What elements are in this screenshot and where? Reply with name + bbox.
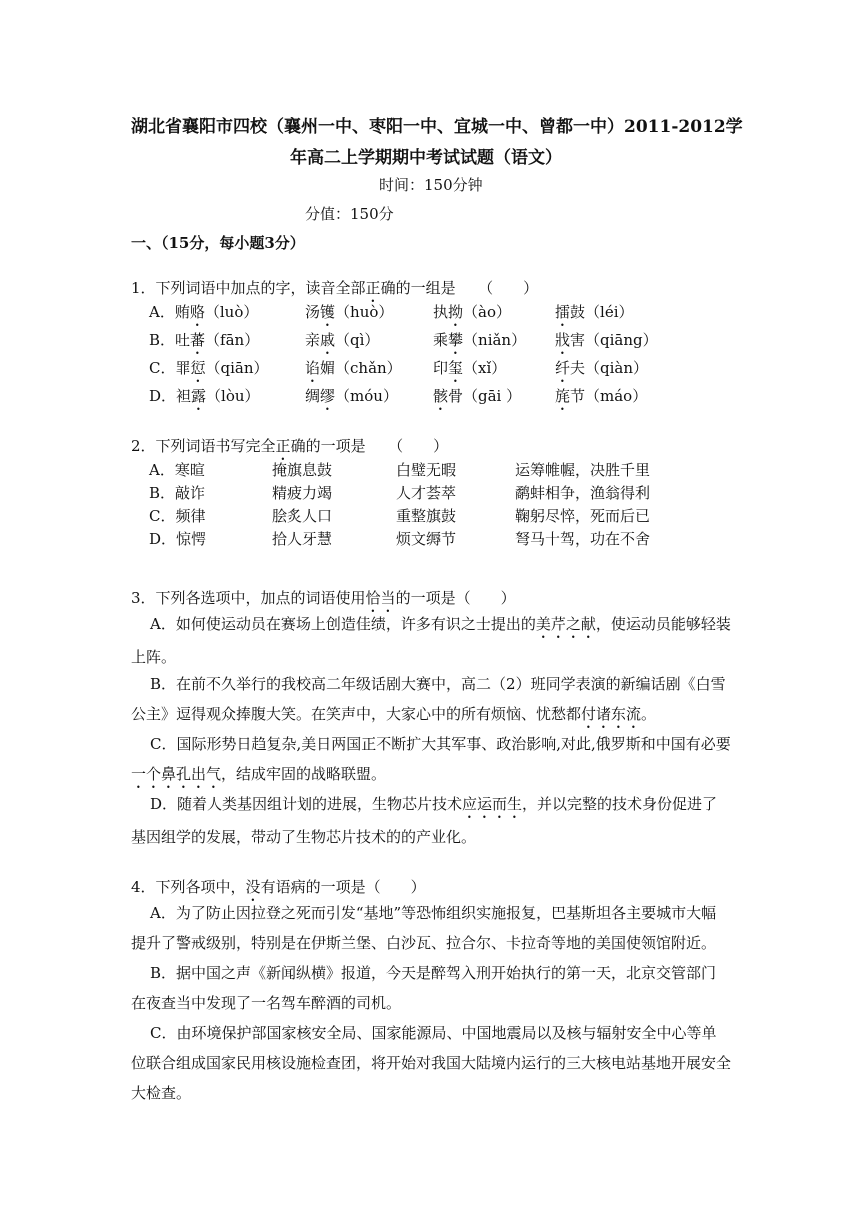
- q1-option-item: [305, 301, 393, 330]
- emphasized-char: 戕: [555, 331, 571, 349]
- emphasized-char: 正: [275, 437, 291, 455]
- option-text: （fān）: [205, 331, 260, 349]
- q1-option-item: [555, 357, 648, 386]
- question-3-option-a: [131, 609, 731, 672]
- option-text: （móu）: [335, 387, 398, 405]
- title-line-2: 年高二上学期期中考试试题（语文）: [290, 148, 562, 168]
- exam-score: 分值：150分: [305, 205, 394, 223]
- option-text: （lòu）: [206, 387, 260, 405]
- option-text: 夫（qiàn）: [570, 359, 649, 377]
- q1-option-item: [305, 385, 398, 414]
- emphasized-char: 愆: [190, 359, 206, 377]
- option-text: C．罪: [149, 359, 191, 377]
- option-text: A．贿: [149, 303, 190, 321]
- q2-option-item: 人才荟萃: [396, 484, 457, 502]
- q1-option-item: [433, 329, 526, 358]
- emphasized-word: 一个鼻孔出气: [131, 765, 222, 783]
- q2-option-item: 脍炙人口: [272, 507, 333, 525]
- q2-option-item: 鹬蚌相争，渔翁得利: [515, 484, 651, 502]
- option-text: （niǎn）: [463, 331, 527, 349]
- q2-option-item: 重整旗鼓: [396, 507, 457, 525]
- q1-option-item: [149, 385, 260, 414]
- question-3-option-b: [131, 669, 731, 732]
- stem-text: 1．下列词语中加点的字，读音全部: [131, 279, 366, 297]
- emphasized-char: 正: [365, 279, 381, 297]
- option-text: （ào）: [463, 303, 512, 321]
- option-text: ，结成牢固的战略联盟。: [221, 765, 387, 783]
- q2-option-item: C．频律: [149, 507, 206, 525]
- stem-text: 的一项是（ ）: [395, 589, 516, 607]
- option-text: （huò）: [335, 303, 394, 321]
- q2-option-item: 白璧无暇: [396, 461, 457, 479]
- emphasized-char: 蕃: [190, 331, 206, 349]
- q2-option-item: 运筹帷幄，决胜千里: [515, 461, 651, 479]
- option-text: 汤: [305, 303, 321, 321]
- emphasized-word: 美芹之献: [535, 615, 596, 633]
- emphasized-char: 玺: [448, 359, 464, 377]
- option-text: （qì）: [335, 331, 380, 349]
- stem-text: 确的一组是 （ ）: [380, 279, 539, 297]
- question-3-option-d: [131, 789, 731, 852]
- emphasized-char: 赂: [189, 303, 205, 321]
- stem-text: 2．下列词语书写完全: [131, 437, 276, 455]
- emphasized-char: 攀: [448, 331, 464, 349]
- title-line-1: 湖北省襄阳市四校（襄州一中、枣阳一中、宜城一中、曾都一中）2011-2012学: [131, 117, 743, 137]
- option-text: B．吐: [149, 331, 191, 349]
- q1-option-item: [305, 357, 402, 386]
- option-text: 媚（chǎn）: [320, 359, 402, 377]
- q2-option-item: 拾人牙慧: [272, 530, 333, 548]
- q1-option-item: [149, 301, 258, 330]
- emphasized-word: 付诸东流: [581, 705, 642, 723]
- emphasized-char: 旄: [555, 387, 571, 405]
- q2-option-item: 烦文缛节: [396, 530, 457, 548]
- emphasized-char: 谄: [305, 359, 321, 377]
- stem-text: 4．下列各项中，: [131, 878, 246, 896]
- q2-option-item: 掩旗息鼓: [272, 461, 333, 479]
- emphasized-char: 擂: [555, 303, 571, 321]
- option-text: 害（qiāng）: [570, 331, 658, 349]
- q1-option-item: [555, 301, 634, 330]
- q2-option-item: A．寒暄: [149, 461, 205, 479]
- q2-option-item: 精疲力竭: [272, 484, 333, 502]
- option-text: ，并以完整的技术身份促进了基因组学的发展，带动了生物芯片技术的的产业化。: [131, 795, 718, 846]
- emphasized-char: 镬: [320, 303, 336, 321]
- emphasized-word: 应运而生: [462, 795, 523, 813]
- option-text: 执: [433, 303, 449, 321]
- option-text: 绸: [305, 387, 321, 405]
- question-4-option-a: A．为了防止因拉登之死而引发“基地”等恐怖组织实施报复，巴基斯坦各主要城市大幅提升了警戒级别，特别是在伊斯兰堡、白沙瓦、拉合尔、卡拉奇等地的美国使领馆附近。: [131, 904, 717, 952]
- option-text: （luò）: [204, 303, 259, 321]
- emphasized-char: 没: [245, 878, 261, 896]
- emphasized-word: 恰当: [365, 589, 396, 607]
- option-text: （xǐ）: [463, 359, 507, 377]
- option-text: 印: [433, 359, 449, 377]
- q1-option-item: [555, 329, 658, 358]
- option-text: D．随着人类基因组计划的进展，生物芯片技术: [150, 795, 463, 813]
- option-text: （qiān）: [205, 359, 269, 377]
- option-text: 。: [641, 705, 657, 723]
- exam-time: 时间：150分钟: [379, 176, 483, 194]
- option-text: 亲: [305, 331, 321, 349]
- q1-option-item: [433, 357, 506, 386]
- emphasized-char: 纤: [555, 359, 571, 377]
- q2-option-item: 鞠躬尽悴，死而后已: [515, 507, 651, 525]
- question-4-option-c: C．由环境保护部国家核安全局、国家能源局、中国地震局以及核与辐射安全中心等单位联合组成国家民用核设施检查团，将开始对我国大陆境内运行的三大核电站基地开展安全大检查。: [131, 1024, 732, 1102]
- q2-option-item: 弩马十驾，功在不舍: [515, 530, 651, 548]
- stem-text: 有语病的一项是（ ）: [260, 878, 426, 896]
- q1-option-item: [149, 329, 259, 358]
- q1-option-item: [433, 385, 521, 414]
- option-text: 乘: [433, 331, 449, 349]
- q1-option-item: [149, 357, 269, 386]
- emphasized-char: 戚: [320, 331, 336, 349]
- option-text: 骨（gāi ）: [448, 387, 522, 405]
- q1-option-item: [555, 385, 647, 414]
- option-text: C．国际形势日趋复杂,美日两国正不断扩大其军事、政治影响,对此,俄罗斯和中国有必要: [150, 735, 731, 753]
- q2-option-item: B．敲诈: [149, 484, 206, 502]
- emphasized-char: 拗: [448, 303, 464, 321]
- option-text: B．在前不久举行的我校高二年级话剧大赛中，高二（2）班同学表演的新编话剧《白雪公主》逗得观众捧腹大笑。在笑声中，大家心中的所有烦恼、忧愁都: [131, 675, 726, 723]
- option-text: ，使运动员能够轻装上阵。: [131, 615, 731, 666]
- option-text: 节（máo）: [570, 387, 648, 405]
- question-4-option-b: B．据中国之声《新闻纵横》报道，今天是醉驾入刑开始执行的第一天，北京交管部门在夜查当中发现了一名驾车醉酒的司机。: [131, 964, 717, 1012]
- q1-option-item: [433, 301, 511, 330]
- emphasized-char: 露: [191, 387, 207, 405]
- emphasized-char: 骸: [433, 387, 449, 405]
- section-heading: 一、（15分，每小题3分）: [131, 234, 305, 252]
- q2-option-item: D．惊愕: [149, 530, 207, 548]
- option-text: D．袒: [149, 387, 192, 405]
- question-3-option-c: [131, 729, 731, 792]
- stem-text: 3．下列各选项中，加点的词语使用: [131, 589, 366, 607]
- q1-option-item: [305, 329, 379, 358]
- stem-text: 确的一项是 （ ）: [290, 437, 449, 455]
- option-text: 鼓（léi）: [570, 303, 634, 321]
- emphasized-char: 缪: [320, 387, 336, 405]
- option-text: A．如何使运动员在赛场上创造佳绩，许多有识之士提出的: [150, 615, 536, 633]
